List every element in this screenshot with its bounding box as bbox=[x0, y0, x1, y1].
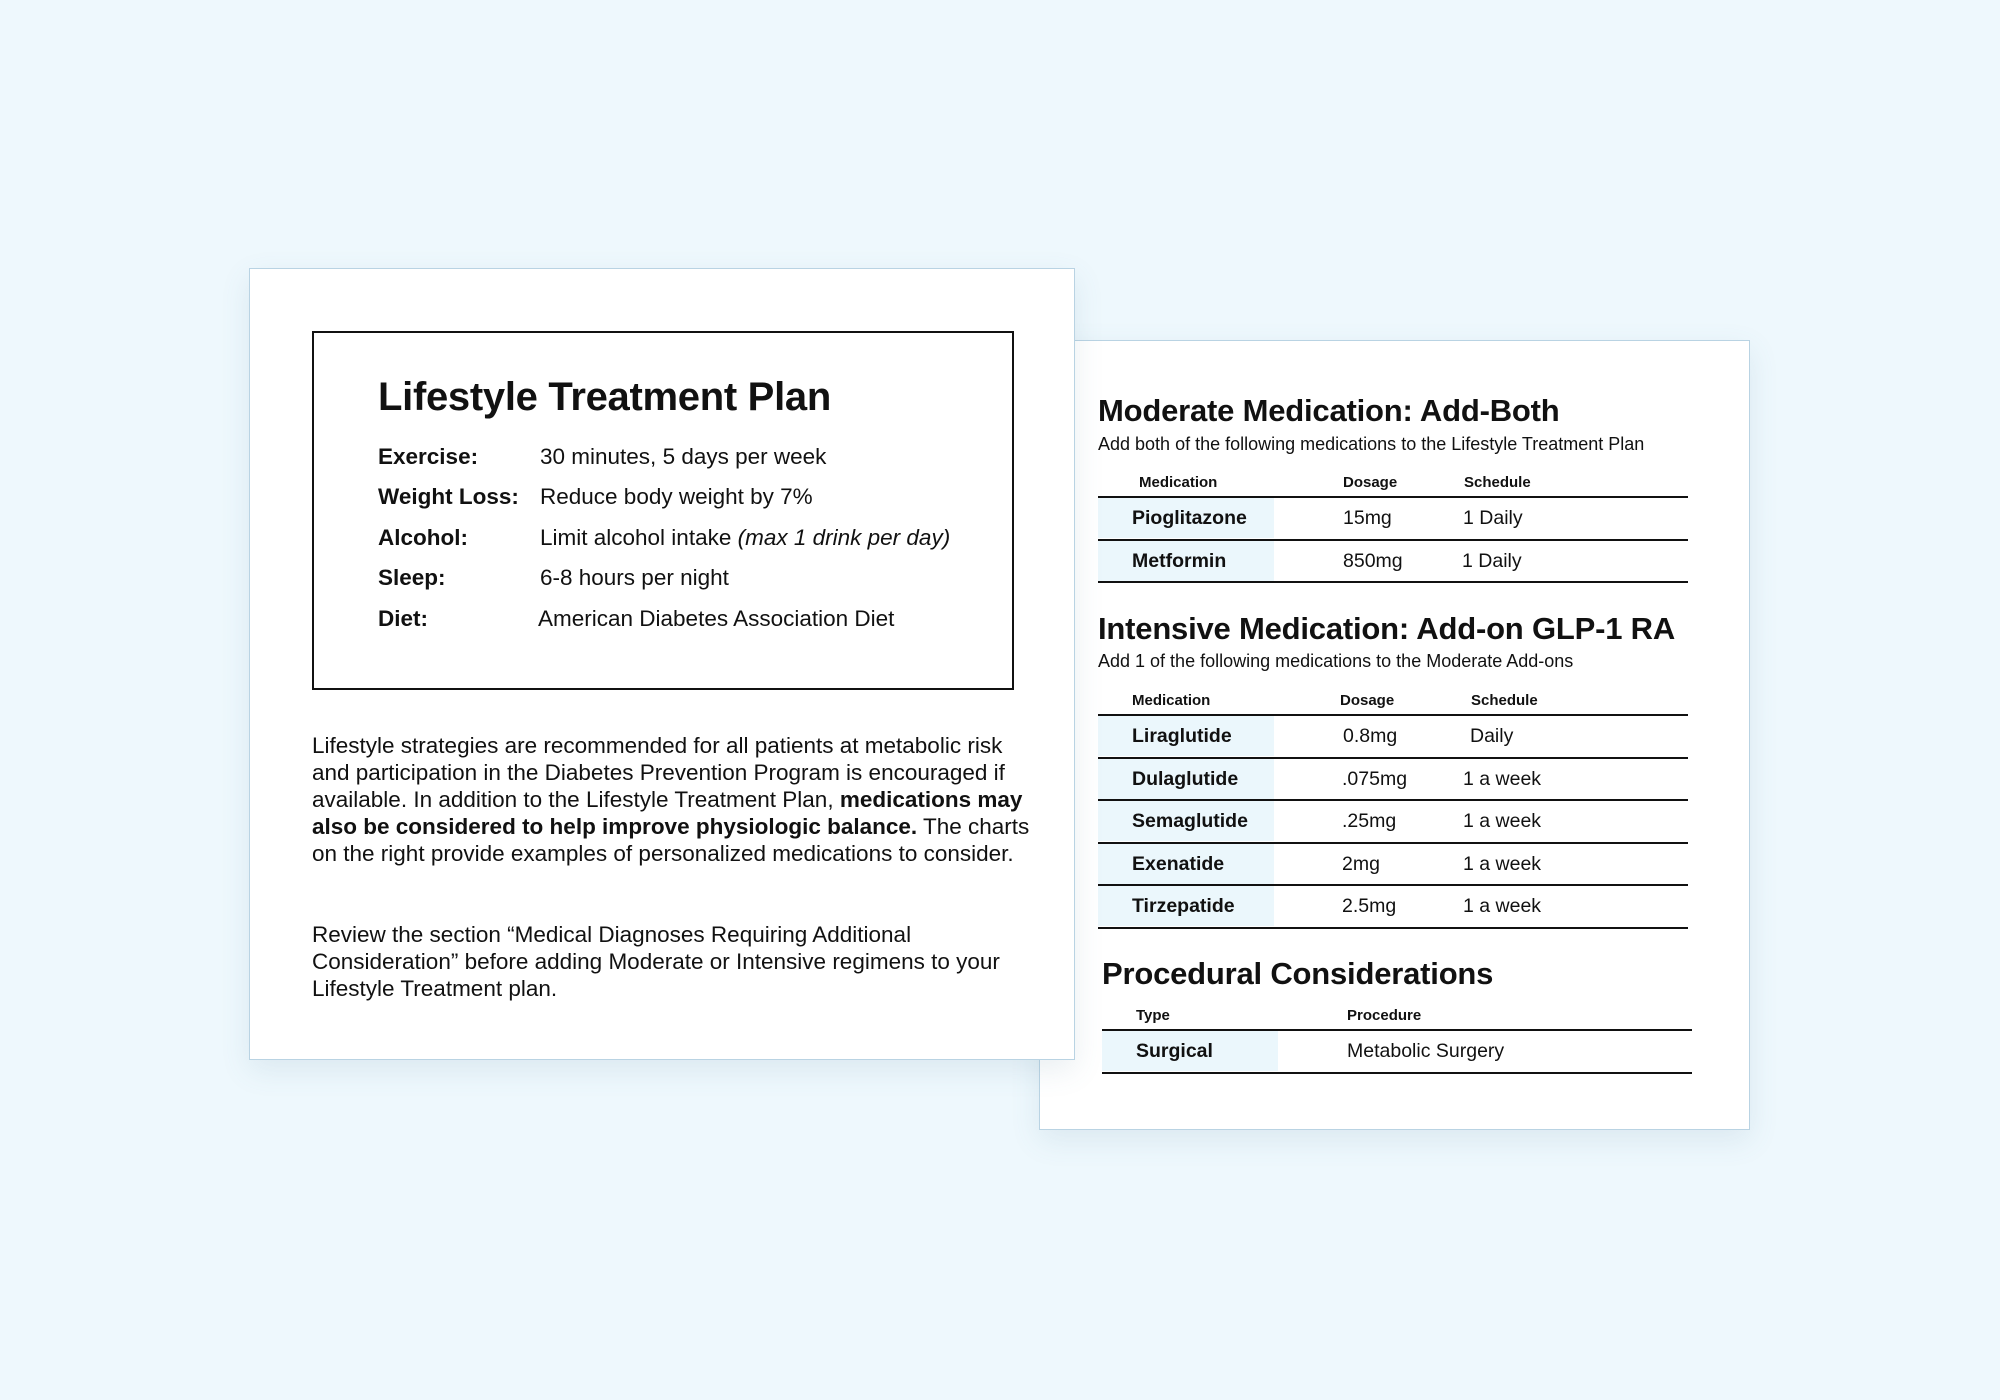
table-row bbox=[1098, 498, 1688, 541]
column-header-schedule: Schedule bbox=[1464, 474, 1531, 491]
medication-name: Metformin bbox=[1098, 541, 1274, 581]
column-header-dosage: Dosage bbox=[1343, 474, 1398, 491]
procedural-considerations-title: Procedural Considerations bbox=[1102, 956, 1494, 991]
medication-name: Exenatide bbox=[1098, 844, 1274, 884]
medication-dosage: 2.5mg bbox=[1342, 895, 1397, 917]
procedural-table bbox=[1102, 1001, 1692, 1074]
lifestyle-card bbox=[249, 268, 1075, 1060]
column-header-medication: Medication bbox=[1139, 474, 1218, 491]
medication-name: Liraglutide bbox=[1098, 716, 1274, 756]
medication-card bbox=[1039, 340, 1750, 1130]
medication-dosage: 2mg bbox=[1342, 852, 1380, 875]
moderate-medication-title: Moderate Medication: Add-Both bbox=[1098, 393, 1560, 428]
plan-item-alcohol bbox=[378, 525, 998, 555]
column-header-dosage: Dosage bbox=[1340, 692, 1395, 709]
medication-name: Semaglutide bbox=[1098, 801, 1274, 841]
medication-schedule: Daily bbox=[1470, 725, 1514, 747]
plan-item-weight-loss bbox=[378, 484, 998, 514]
table-header bbox=[1098, 686, 1688, 716]
column-header-schedule: Schedule bbox=[1471, 692, 1538, 709]
intensive-medication-table bbox=[1098, 686, 1688, 929]
plan-item-diet bbox=[378, 606, 998, 636]
medication-dosage: .25mg bbox=[1342, 810, 1397, 832]
plan-item-value-note: (max 1 drink per day) bbox=[737, 525, 951, 550]
description-text: Lifestyle strategies are recommended for all patients at metabolic risk and participation in the Diabetes Prevention Program is encouraged if available. In addition to the Lifestyle Treatment Plan, bbox=[312, 733, 1005, 812]
medication-dosage: .075mg bbox=[1342, 767, 1408, 790]
plan-item-value-text: Reduce body weight by 7% bbox=[540, 484, 813, 509]
table-row bbox=[1098, 886, 1688, 929]
plan-item-value-text: 6-8 hours per night bbox=[540, 565, 729, 590]
plan-item-label: Sleep: bbox=[378, 565, 446, 590]
plan-item-label: Exercise: bbox=[378, 444, 479, 469]
review-note: Review the section “Medical Diagnoses Requiring Additional Consideration” before adding Moderate or Intensive regimens to your Lifestyle Treatment plan. bbox=[312, 922, 1000, 1001]
table-row bbox=[1098, 541, 1688, 584]
table-row bbox=[1102, 1031, 1692, 1074]
plan-item-value-text: 30 minutes, 5 days per week bbox=[540, 444, 827, 469]
medication-schedule: 1 Daily bbox=[1463, 507, 1523, 529]
table-row bbox=[1098, 759, 1688, 802]
intensive-medication-subtitle: Add 1 of the following medications to the Moderate Add-ons bbox=[1098, 651, 1574, 671]
plan-item-value bbox=[538, 606, 894, 632]
plan-item-value bbox=[540, 444, 826, 470]
table-row bbox=[1098, 716, 1688, 759]
plan-item-label: Alcohol: bbox=[378, 525, 468, 550]
table-row bbox=[1098, 801, 1688, 844]
moderate-medication-subtitle: Add both of the following medications to the Lifestyle Treatment Plan bbox=[1098, 434, 1645, 454]
description-emphasis: medications may also be considered to help improve physiologic balance. bbox=[312, 787, 1023, 839]
medication-schedule: 1 a week bbox=[1463, 767, 1542, 790]
medication-schedule: 1 a week bbox=[1463, 852, 1542, 875]
medication-schedule: 1 a week bbox=[1463, 895, 1542, 917]
medication-name: Tirzepatide bbox=[1098, 886, 1274, 926]
table-header bbox=[1102, 1001, 1692, 1031]
medication-dosage: 15mg bbox=[1343, 507, 1392, 529]
moderate-medication-table bbox=[1098, 468, 1688, 583]
medication-schedule: 1 Daily bbox=[1462, 549, 1522, 572]
medication-name: Dulaglutide bbox=[1098, 759, 1274, 799]
procedure-type: Surgical bbox=[1102, 1031, 1278, 1071]
plan-item-label: Weight Loss: bbox=[378, 484, 519, 509]
column-header-medication: Medication bbox=[1132, 692, 1211, 709]
medication-name: Pioglitazone bbox=[1098, 498, 1274, 538]
medication-schedule: 1 a week bbox=[1463, 810, 1542, 832]
table-header bbox=[1098, 468, 1688, 498]
plan-item-label: Diet: bbox=[378, 606, 428, 631]
lifestyle-plan-box bbox=[312, 331, 1014, 690]
column-header-type: Type bbox=[1136, 1007, 1170, 1024]
column-header-procedure: Procedure bbox=[1347, 1007, 1422, 1024]
table-row bbox=[1098, 844, 1688, 887]
plan-item-value-text: American Diabetes Association Diet bbox=[538, 606, 895, 631]
plan-item-exercise bbox=[378, 444, 998, 474]
plan-item-value bbox=[540, 565, 729, 591]
plan-title: Lifestyle Treatment Plan bbox=[378, 375, 831, 419]
medication-dosage: 850mg bbox=[1343, 549, 1403, 572]
description-text: The charts on the right provide examples of personalized medications to consider. bbox=[312, 814, 1030, 866]
plan-item-value-text: Limit alcohol intake bbox=[540, 525, 738, 550]
lifestyle-description bbox=[312, 732, 1032, 867]
intensive-medication-title: Intensive Medication: Add-on GLP-1 RA bbox=[1098, 611, 1676, 646]
plan-item-value bbox=[540, 484, 813, 510]
procedure-name: Metabolic Surgery bbox=[1347, 1040, 1505, 1062]
medication-dosage: 0.8mg bbox=[1343, 725, 1398, 747]
plan-item-value bbox=[540, 525, 950, 551]
plan-item-sleep bbox=[378, 565, 998, 595]
